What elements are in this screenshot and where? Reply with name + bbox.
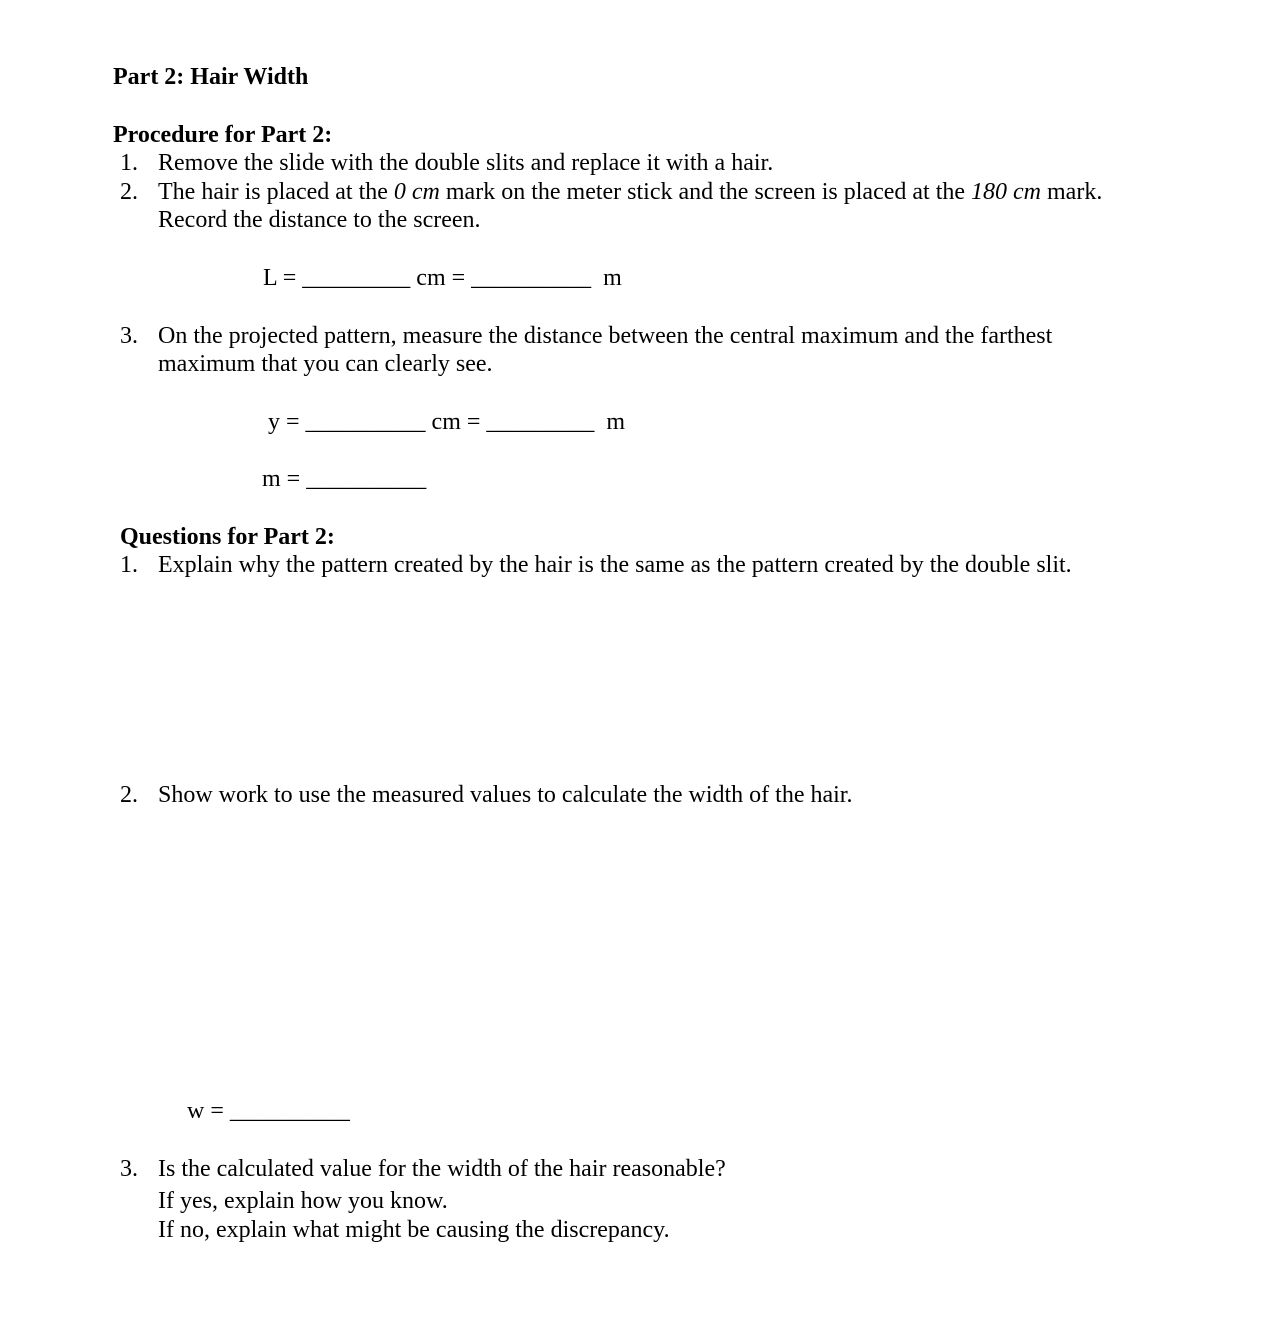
question-text-line-3: If no, explain what might be causing the discrepancy. bbox=[158, 1217, 670, 1243]
question-text: Show work to use the measured values to calculate the width of the hair. bbox=[158, 782, 853, 808]
question-text: Explain why the pattern created by the hair is the same as the pattern created by the double slit. bbox=[158, 552, 1072, 578]
step-text-line-2: maximum that you can clearly see. bbox=[158, 351, 493, 377]
order-m-field[interactable]: m = __________ bbox=[262, 466, 427, 492]
question-number: 1. bbox=[120, 552, 138, 578]
step-text bbox=[158, 180, 1102, 204]
step-text: Remove the slide with the double slits and replace it with a hair. bbox=[158, 150, 774, 176]
question-text: Is the calculated value for the width of the hair reasonable? bbox=[158, 1156, 726, 1182]
step-text-italic: 0 cm bbox=[393, 179, 440, 205]
step-text-line-2: Record the distance to the screen. bbox=[158, 207, 481, 233]
step-text-part: mark on the meter stick and the screen is placed at the bbox=[439, 179, 972, 205]
part-title: Part 2: Hair Width bbox=[113, 64, 309, 90]
step-number: 3. bbox=[120, 323, 138, 349]
question-number: 3. bbox=[120, 1156, 138, 1182]
step-text-italic: 180 cm bbox=[971, 179, 1042, 205]
distance-y-field[interactable]: y = __________ cm = _________ m bbox=[268, 409, 626, 435]
question-text-line-2: If yes, explain how you know. bbox=[158, 1188, 448, 1214]
width-w-field[interactable]: w = __________ bbox=[187, 1098, 350, 1124]
questions-heading: Questions for Part 2: bbox=[120, 524, 335, 550]
step-text-part: mark. bbox=[1041, 179, 1103, 205]
procedure-heading: Procedure for Part 2: bbox=[113, 122, 333, 148]
step-text: On the projected pattern, measure the distance between the central maximum and the farthest bbox=[158, 323, 1053, 349]
step-number: 2. bbox=[120, 179, 138, 205]
step-number: 1. bbox=[120, 150, 138, 176]
question-number: 2. bbox=[120, 782, 138, 808]
step-text-part: The hair is placed at the bbox=[158, 179, 394, 205]
distance-L-field[interactable]: L = _________ cm = __________ m bbox=[263, 265, 622, 291]
